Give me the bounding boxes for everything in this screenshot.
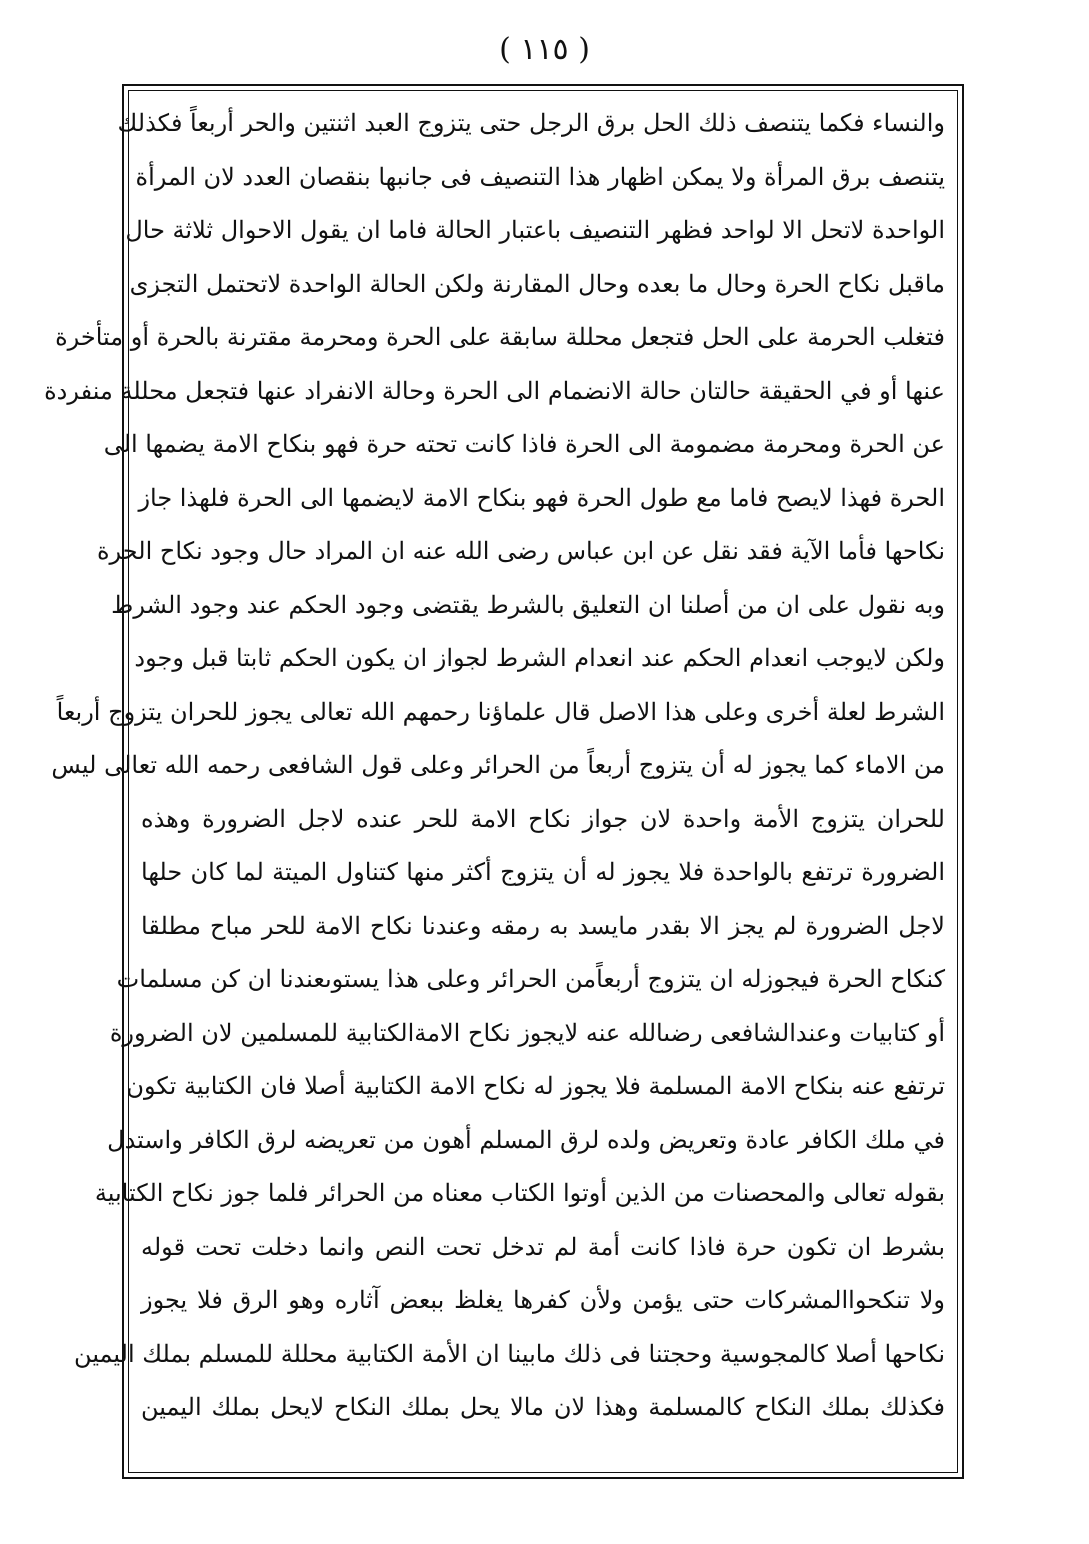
text-line: فتغلب الحرمة على الحل فتجعل محللة سابقة على الحرة ومحرمة مقترنة بالحرة أو متأخرة <box>55 323 945 351</box>
text-line: بقوله تعالى والمحصنات من الذين أوتوا الكتاب معناه من الحرائر فلما جوز نكاح الكتابية <box>94 1179 945 1207</box>
text-line: والنساء فكما يتنصف ذلك الحل برق الرجل حتى يتزوج العبد اثنتين والحر أربعاً فكذلك <box>117 109 945 137</box>
text-line: ولكن لايوجب انعدام الحكم عند انعدام الشرط لجواز ان يكون الحكم ثابتا قبل وجود <box>134 644 945 672</box>
text-line: نكاحها أصلا كالمجوسية وحجتنا فى ذلك مابينا ان الأمة الكتابية محللة للمسلم بملك اليمين <box>74 1339 945 1368</box>
text-line: الحرة فهذا لايصح فاما مع طول الحرة فهو بنكاح الامة لايضمها الى الحرة فلهذا جاز <box>138 483 945 512</box>
body-text <box>44 97 945 1435</box>
text-line: عن الحرة ومحرمة مضمومة الى الحرة فاذا كانت تحته حرة فهو بنكاح الامة يضمها الى <box>103 430 945 458</box>
text-line: الواحدة لاتحل الا لواحد فظهر التنصيف باعتبار الحالة فاما ان يقول الاحوال ثلاثة حال <box>125 216 945 244</box>
text-line: عنها أو في الحقيقة حالتان حالة الانضمام الى الحرة وحالة الانفراد عنها فتجعل محللة منفردة <box>44 376 945 405</box>
text-line: في ملك الكافر عادة وتعريض ولده لرق المسلم أهون من تعريضه لرق الكافر واستدل <box>107 1125 945 1154</box>
text-line: فكذلك بملك النكاح كالمسلمة وهذا لان مالا يحل بملك النكاح لايحل بملك اليمين <box>141 1393 945 1421</box>
text-line: الضرورة ترتفع بالواحدة فلا يجوز له أن يتزوج أكثر منها كتناول الميتة لما كان حلها <box>141 858 945 886</box>
text-line: من الاماء كما يجوز له أن يتزوج أربعاً من الحرائر وعلى قول الشافعى رحمه الله تعالى ليس <box>51 751 945 779</box>
text-line: بشرط ان تكون حرة فاذا كانت أمة لم تدخل تحت النص وانما دخلت تحت قوله <box>141 1232 945 1261</box>
text-line: ترتفع عنه بنكاح الامة المسلمة فلا يجوز له نكاح الامة الكتابية أصلا فان الكتابية تكون <box>126 1072 945 1100</box>
text-line: يتنصف برق المرأة ولا يمكن اظهار هذا التنصيف فى جانبها بنقصان العدد لان المرأة <box>135 162 945 191</box>
page-border-inner <box>44 90 958 1473</box>
text-line: وبه نقول على ان من أصلنا ان التعليق بالشرط يقتضى وجود الحكم عند وجود الشرط <box>111 590 945 619</box>
text-line: ماقبل نكاح الحرة وحال ما بعده وحال المقارنة ولكن الحالة الواحدة لاتحتمل التجزى <box>129 269 945 298</box>
page-number: ( ١١٥ ) <box>499 32 590 67</box>
text-line: للحران يتزوج الأمة واحدة لان جواز نكاح الامة للحر عنده لاجل الضرورة وهذه <box>141 804 945 833</box>
text-line: نكاحها فأما الآية فقد نقل عن ابن عباس رضى الله عنه ان المراد حال وجود نكاح الحرة <box>96 537 945 565</box>
text-line: الشرط لعلة أخرى وعلى هذا الاصل قال علماؤنا رحمهم الله تعالى يجوز للحران يتزوج أربعاً <box>56 697 945 726</box>
text-line: كنكاح الحرة فيجوزله ان يتزوج أربعاًمن الحرائر وعلى هذا يستوىعندنا ان كن مسلمات <box>116 965 945 993</box>
page-border-outer <box>44 84 964 1479</box>
text-line: ولا تنكحواالمشركات حتى يؤمن ولأن كفرها يغلظ ببعض آثاره وهو الرق فلا يجوز <box>141 1286 945 1314</box>
text-line: لاجل الضرورة لم يجز الا بقدر مايسد به رمقه وعندنا نكاح الامة للحر مباح مطلقا <box>141 911 945 940</box>
text-line: أو كتابيات وعندالشافعى رضىالله عنه لايجوز نكاح الامةالكتابية للمسلمين لان الضرورة <box>109 1018 945 1047</box>
